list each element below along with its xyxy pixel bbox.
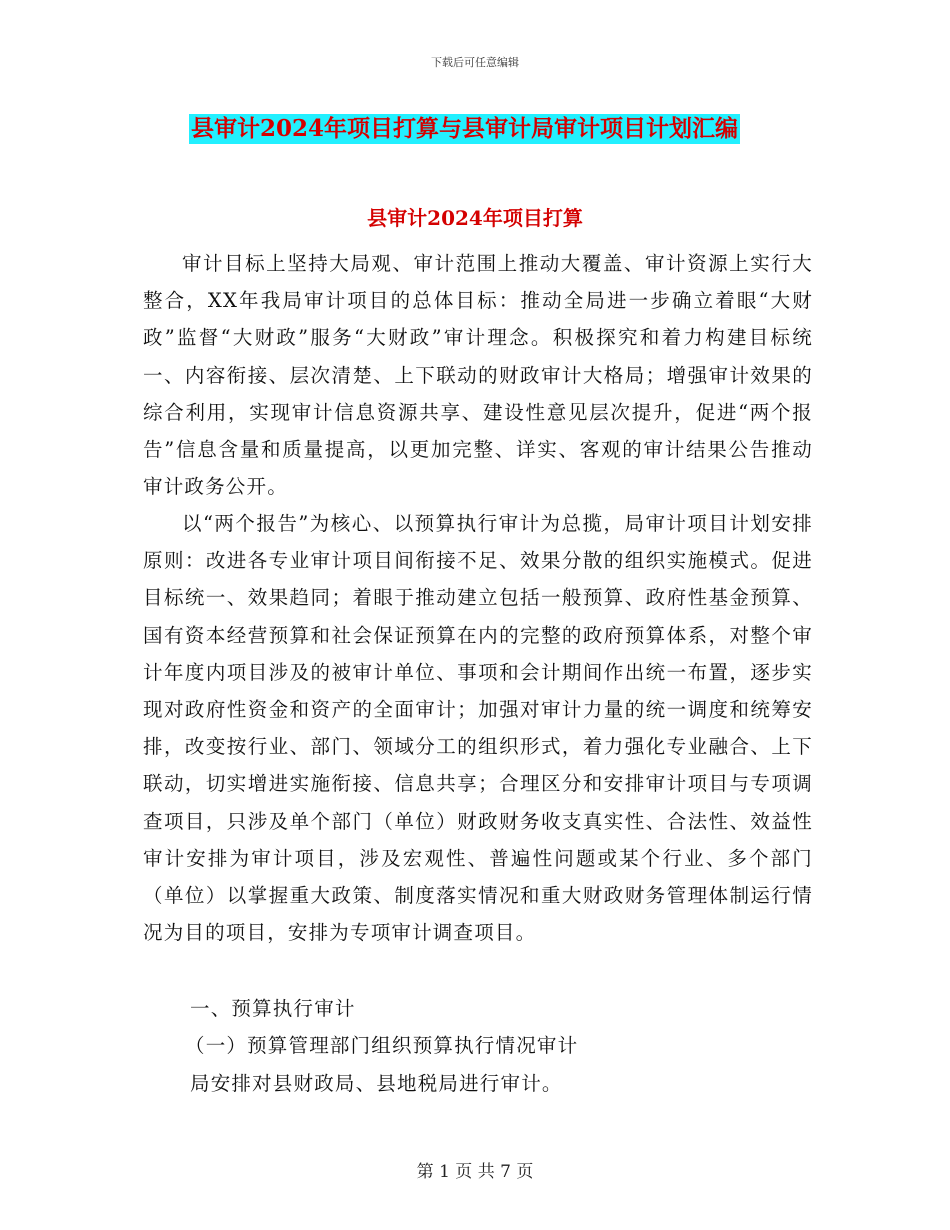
paragraph-1: 审计目标上坚持大局观、审计范围上推动大覆盖、审计资源上实行大整合，XX年我局审计项目的总体目标：推动全局进一步确立着眼“大财政”监督“大财政”服务“大财政”审计理念。积极探究和着力构建目标统一、内容衔接、层次清楚、上下联动的财政审计大格局；增强审计效果的综合利用，实现审计信息资源共享、建设性意见层次提升，促进“两个报告”信息含量和质量提高，以更加完整、详实、客观的审计结果公告推动审计政务公开。 — [143, 252, 813, 499]
subheading-budget-management-audit: （一）预算管理部门组织预算执行情况审计 — [185, 1034, 579, 1057]
text-line-arrangement: 局安排对县财政局、县地税局进行审计。 — [190, 1072, 563, 1095]
section-title: 县审计2024年项目打算 — [367, 206, 583, 230]
paragraph-2: 以“两个报告”为核心、以预算执行审计为总揽，局审计项目计划安排原则：改进各专业审计项目间衔接不足、效果分散的组织实施模式。促进目标统一、效果趋同；着眼于推动建立包括一般预算、政府性基金预算、国有资本经营预算和社会保证预算在内的完整的政府预算体系，对整个审计年度内项目涉及的被审计单位、事项和会计期间作出统一布置，逐步实现对政府性资金和资产的全面审计；加强对审计力量的统一调度和统筹安排，改变按行业、部门、领域分工的组织形式，着力强化专业融合、上下联动，切实增进实施衔接、信息共享；合理区分和安排审计项目与专项调查项目，只涉及单个部门（单位）财政财务收支真实性、合法性、效益性审计安排为审计项目，涉及宏观性、普遍性问题或某个行业、多个部门（单位）以掌握重大政策、制度落实情况和重大财政财务管理体制运行情况为目的项目，安排为专项审计调查项目。 — [143, 512, 813, 945]
page-footer: 第 1 页 共 7 页 — [416, 1162, 534, 1182]
header-note: 下载后可任意编辑 — [431, 56, 519, 69]
heading-budget-execution-audit: 一、预算执行审计 — [190, 997, 356, 1020]
document-title: 县审计2024年项目打算与县审计局审计项目计划汇编 — [191, 115, 739, 142]
